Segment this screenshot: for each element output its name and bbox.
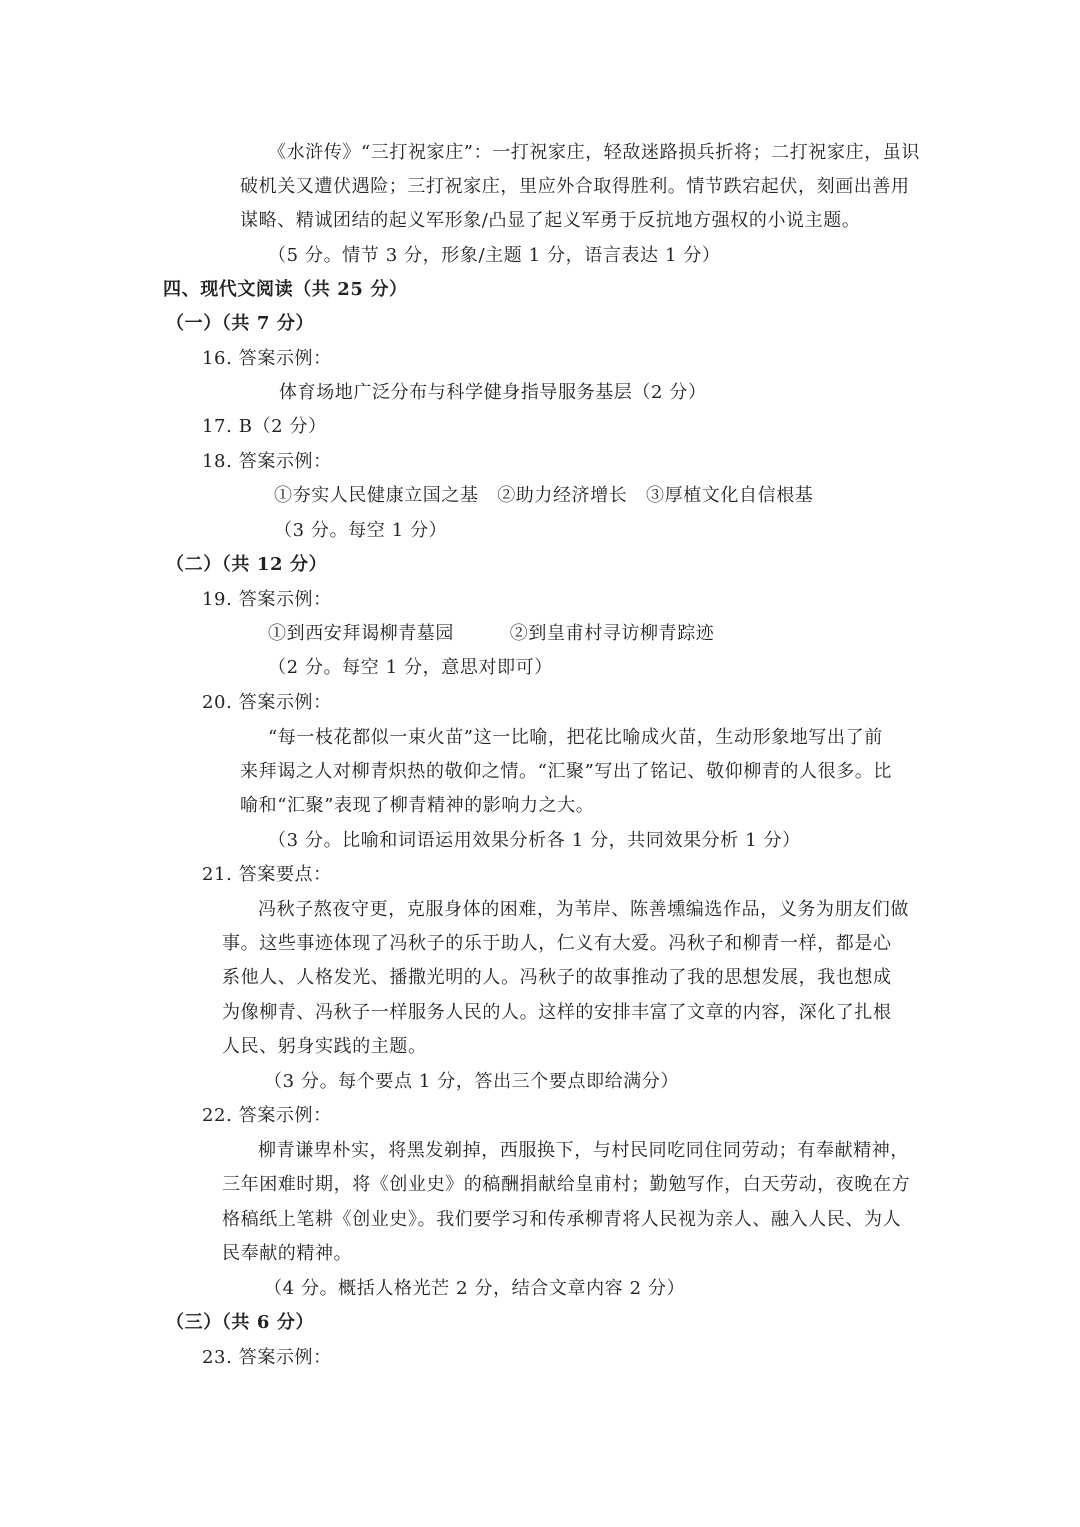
shuihu-line-3: 谋略、精诚团结的起义军形象/凸显了起义军勇于反抗地方强权的小说主题。: [240, 210, 861, 231]
q19-answer: ①到西安拜谒柳青墓园 ②到皇甫村寻访柳青踪迹: [268, 623, 715, 644]
q22-line-2: 三年困难时期，将《创业史》的稿酬捐献给皇甫村；勤勉写作，白天劳动，夜晚在方: [222, 1174, 911, 1195]
q21-label: 21. 答案要点：: [202, 864, 332, 885]
q22-line-3: 格稿纸上笔耕《创业史》。我们要学习和传承柳青将人民视为亲人、融入人民、为人: [222, 1209, 902, 1230]
q21-line-5: 人民、躬身实践的主题。: [222, 1036, 427, 1057]
q22-label: 22. 答案示例：: [202, 1105, 332, 1126]
q18-score: （3 分。每空 1 分）: [274, 520, 448, 541]
q19-label: 19. 答案示例：: [202, 589, 332, 610]
q22-score: （4 分。概括人格光芒 2 分，结合文章内容 2 分）: [264, 1278, 686, 1299]
q20-line-3: 喻和“汇聚”表现了柳青精神的影响力之大。: [240, 795, 595, 816]
part-1-title: （一）（共 7 分）: [166, 313, 315, 334]
q18-answer: ①夯实人民健康立国之基 ②助力经济增长 ③厚植文化自信根基: [274, 485, 814, 506]
q18-label: 18. 答案示例：: [202, 451, 332, 472]
q21-score: （3 分。每个要点 1 分，答出三个要点即给满分）: [264, 1071, 680, 1092]
shuihu-score: （5 分。情节 3 分，形象/主题 1 分，语言表达 1 分）: [268, 245, 721, 266]
q20-line-1: “每一枝花都似一束火苗”这一比喻，把花比喻成火苗，生动形象地写出了前: [268, 727, 883, 748]
q21-line-4: 为像柳青、冯秋子一样服务人民的人。这样的安排丰富了文章的内容，深化了扎根: [222, 1002, 892, 1023]
part-2-title: （二）（共 12 分）: [166, 554, 328, 575]
q21-line-1: 冯秋子熬夜守更，克服身体的困难，为苇岸、陈善壎编选作品，义务为朋友们做: [258, 899, 909, 920]
q20-score: （3 分。比喻和词语运用效果分析各 1 分，共同效果分析 1 分）: [268, 830, 801, 851]
q21-line-2: 事。这些事迹体现了冯秋子的乐于助人，仁义有大爱。冯秋子和柳青一样，都是心: [222, 933, 892, 954]
q21-line-3: 系他人、人格发光、播撒光明的人。冯秋子的故事推动了我的思想发展，我也想成: [222, 967, 892, 988]
part-3-title: （三）（共 6 分）: [166, 1312, 315, 1333]
q20-line-2: 来拜谒之人对柳青炽热的敬仰之情。“汇聚”写出了铭记、敬仰柳青的人很多。比: [240, 761, 893, 782]
section-4-title: 四、现代文阅读（共 25 分）: [163, 279, 408, 300]
shuihu-line-2: 破机关又遭伏遇险；三打祝家庄，里应外合取得胜利。情节跌宕起伏，刻画出善用: [240, 176, 910, 197]
q22-line-4: 民奉献的精神。: [222, 1243, 353, 1264]
shuihu-line-1: 《水浒传》“三打祝家庄”：一打祝家庄，轻敌迷路损兵折将；二打祝家庄，虽识: [268, 142, 921, 163]
q19-score: （2 分。每空 1 分，意思对即可）: [268, 657, 553, 678]
q20-label: 20. 答案示例：: [202, 692, 332, 713]
q23-label: 23. 答案示例：: [202, 1347, 332, 1368]
q22-line-1: 柳青谦卑朴实，将黑发剃掉，西服换下，与村民同吃同住同劳动；有奉献精神，: [258, 1140, 909, 1161]
q17-answer: 17. B（2 分）: [202, 416, 327, 437]
q16-answer: 体育场地广泛分布与科学健身指导服务基层（2 分）: [279, 382, 707, 403]
q16-label: 16. 答案示例：: [202, 348, 332, 369]
